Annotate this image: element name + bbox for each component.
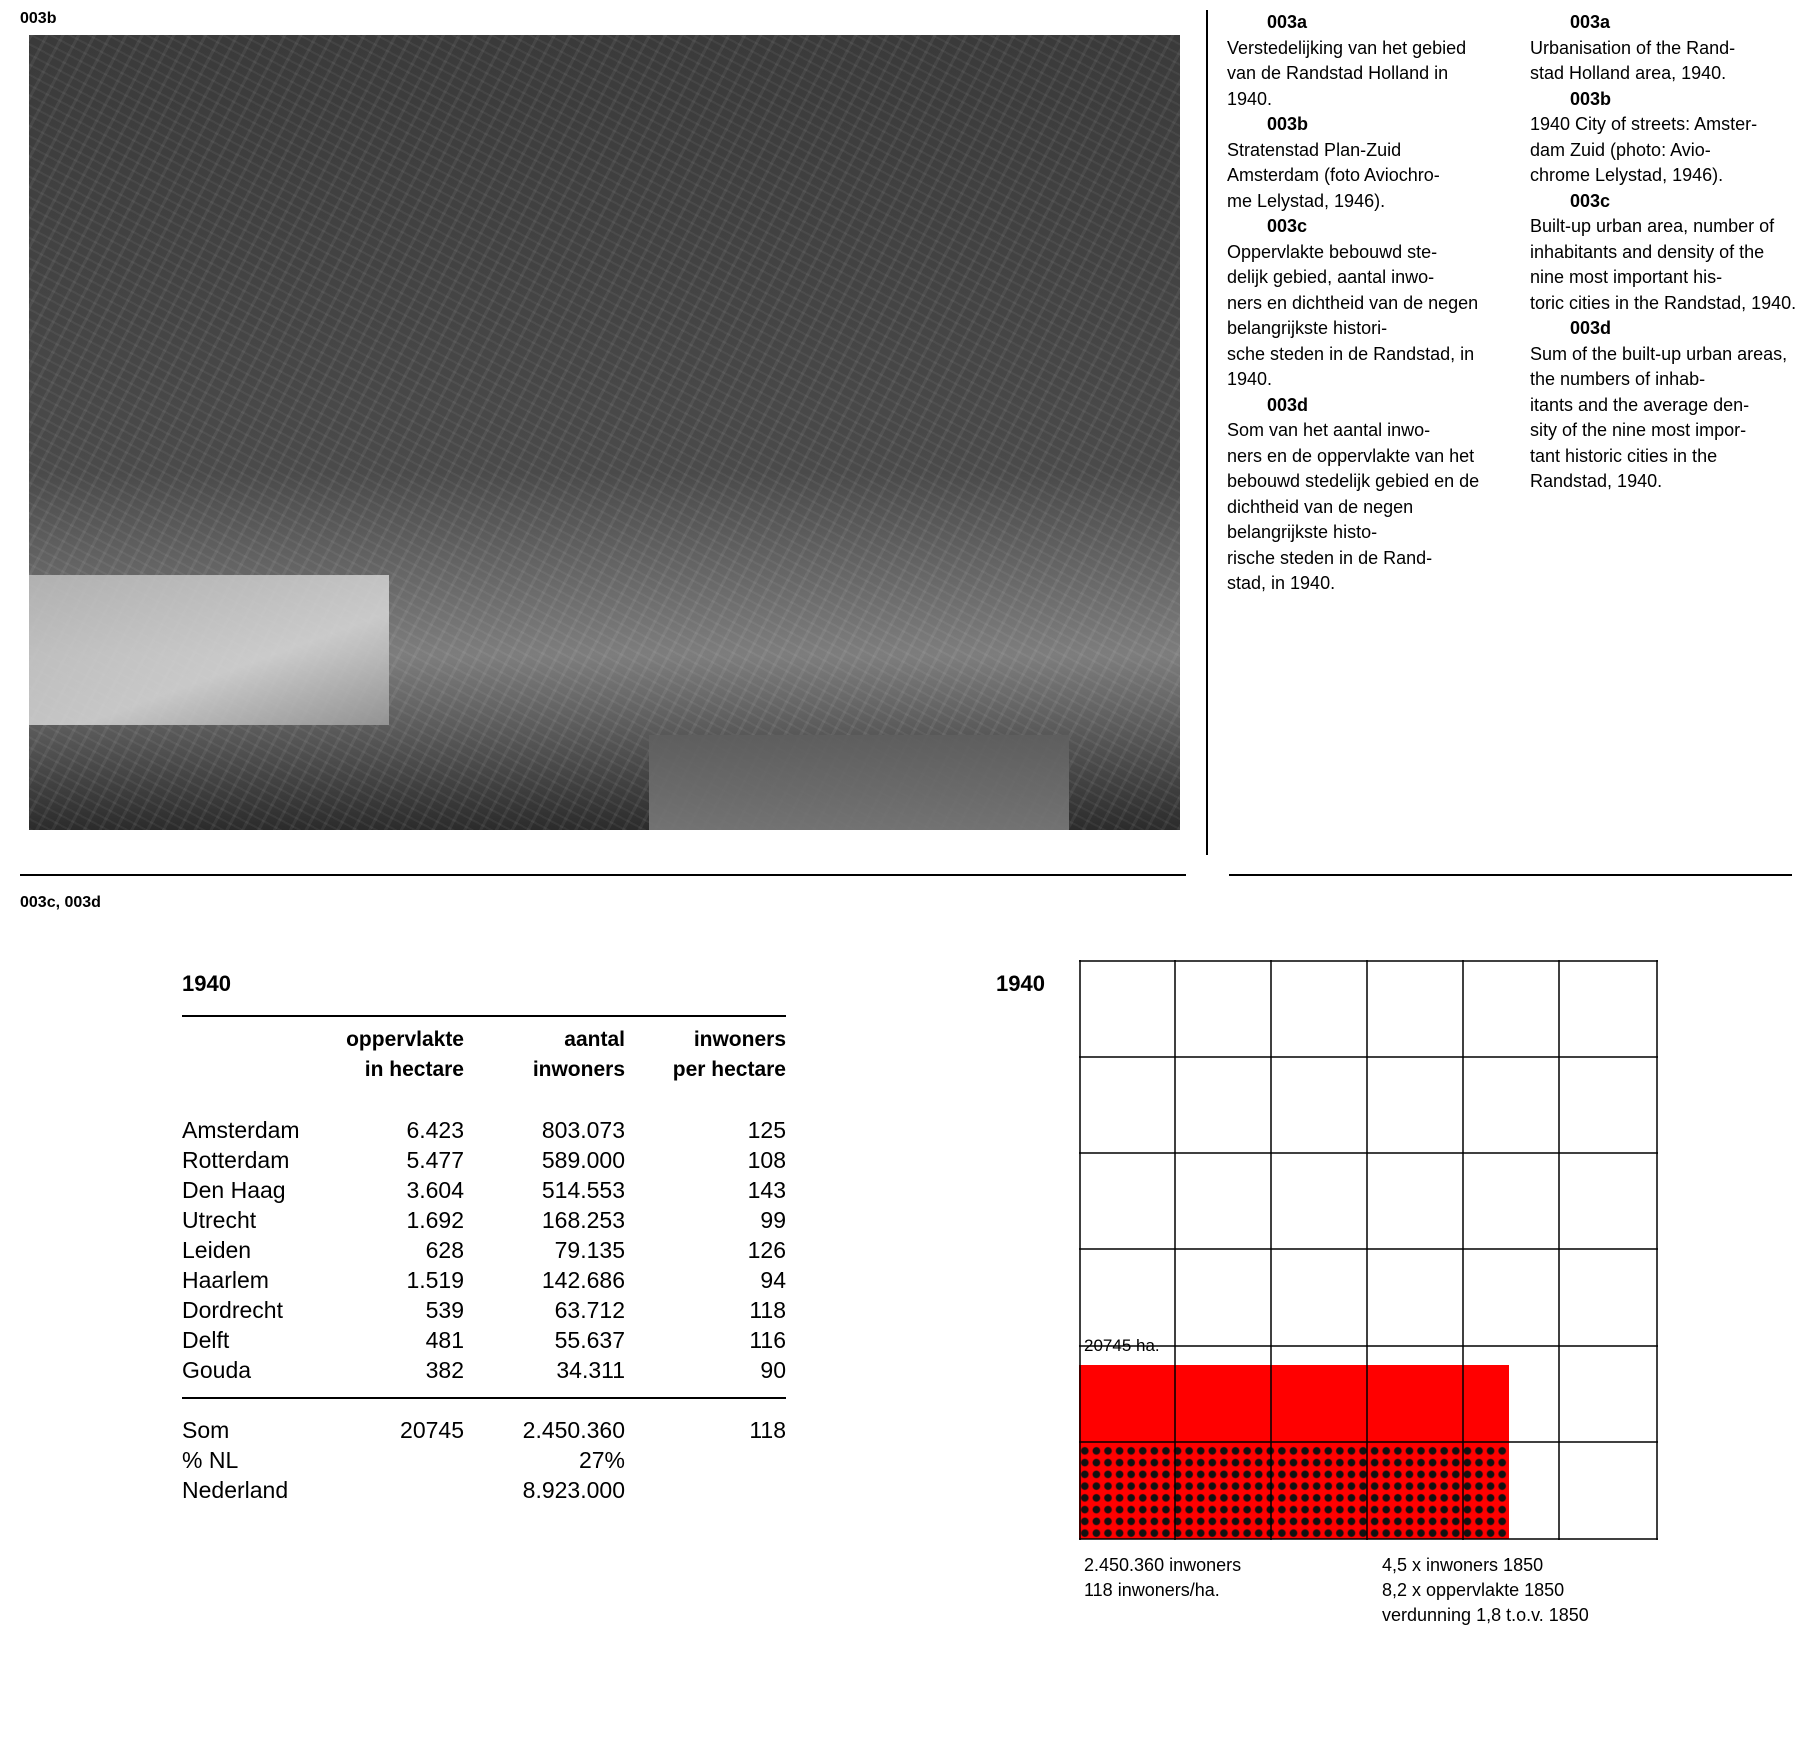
table-cell: 27% bbox=[578, 1447, 625, 1473]
table-cell: 3.604 bbox=[406, 1177, 464, 1203]
caption-text: Verstedelijking van het gebied van de Randstad Holland in 1940. bbox=[1227, 37, 1467, 109]
table-row bbox=[182, 1205, 786, 1235]
table-cell: 382 bbox=[425, 1357, 464, 1383]
table-row bbox=[182, 1175, 786, 1205]
table-cell: 125 bbox=[747, 1117, 786, 1143]
table-cell: 6.423 bbox=[406, 1117, 464, 1143]
photo-park bbox=[649, 735, 1069, 830]
table-cell: Leiden bbox=[182, 1237, 252, 1263]
table-cell: Den Haag bbox=[182, 1177, 286, 1203]
caption-text: Som van het aantal inwo- ners en de oppervlakte van het bebouwd stedelijk gebied en de dichtheid van de negen belangrijkste histo- rische steden in de Rand- stad, in 1940. bbox=[1227, 420, 1480, 593]
table-cell: 5.477 bbox=[406, 1147, 464, 1173]
table-cell: 539 bbox=[425, 1297, 464, 1323]
table-cell: Nederland bbox=[182, 1477, 289, 1503]
table-cell: 1.692 bbox=[406, 1207, 464, 1233]
photo-open-ground bbox=[29, 575, 389, 725]
column-divider bbox=[1206, 10, 1208, 855]
table-cell: 168.253 bbox=[541, 1207, 625, 1233]
caption-text: Stratenstad Plan-Zuid Amsterdam (foto Aviochro- me Lelystad, 1946). bbox=[1227, 139, 1440, 211]
header-density: inwoners per hectare bbox=[672, 1028, 786, 1081]
table-cell: 126 bbox=[747, 1237, 786, 1263]
table-cell: 55.637 bbox=[554, 1327, 625, 1353]
table-header bbox=[182, 1025, 786, 1085]
table-row bbox=[182, 1235, 786, 1265]
table-year: 1940 bbox=[182, 971, 231, 996]
table-row bbox=[182, 1355, 786, 1385]
chart-notes-left bbox=[1084, 1553, 1241, 1603]
caption-text: 1940 City of streets: Amster- dam Zuid (photo: Avio- chrome Lelystad, 1946). bbox=[1530, 114, 1758, 185]
table-cell: 118 bbox=[749, 1297, 786, 1323]
note-area-ratio: 8,2 x oppervlakte 1850 bbox=[1382, 1580, 1565, 1600]
caption-code: 003d bbox=[1267, 394, 1309, 415]
table-cell: 118 bbox=[749, 1417, 786, 1443]
caption-code: 003c bbox=[1570, 190, 1611, 211]
caption-code: 003b bbox=[1267, 114, 1309, 134]
note-inhabitants-ratio: 4,5 x inwoners 1850 bbox=[1382, 1555, 1544, 1575]
table-cell: 142.686 bbox=[541, 1267, 625, 1293]
section-rule-right bbox=[1229, 874, 1792, 876]
note-inhabitants: 2.450.360 inwoners bbox=[1084, 1555, 1242, 1575]
table-cell: Delft bbox=[182, 1327, 230, 1353]
table-total-row bbox=[182, 1475, 786, 1505]
table-total-row bbox=[182, 1445, 786, 1475]
table-cell: 99 bbox=[760, 1207, 786, 1233]
table-cell: % NL bbox=[182, 1447, 239, 1473]
caption-text: Sum of the built-up urban areas, the numbers of inhab- itants and the average den- sity of the nine most impor- tant historic cities in the Randstad, 1940. bbox=[1530, 343, 1788, 491]
caption-text: Urbanisation of the Rand- stad Holland area, 1940. bbox=[1530, 37, 1736, 83]
table-cell: 79.135 bbox=[554, 1237, 625, 1263]
table-cell: 514.553 bbox=[541, 1177, 625, 1203]
table-cell: 1.519 bbox=[406, 1267, 464, 1293]
table-cell: Som bbox=[182, 1417, 230, 1443]
table-row bbox=[182, 1265, 786, 1295]
chart-year: 1940 bbox=[996, 971, 1045, 996]
table-row bbox=[182, 1295, 786, 1325]
table-cell: Haarlem bbox=[182, 1267, 269, 1293]
table-cell: Rotterdam bbox=[182, 1147, 290, 1173]
header-inhabitants: aantal inwoners bbox=[532, 1028, 625, 1081]
table-cell: 108 bbox=[747, 1147, 786, 1173]
caption-text: Built-up urban area, number of inhabitants and density of the nine most important his- toric cities in the Randstad, 1940. bbox=[1530, 216, 1797, 313]
caption-text: Oppervlakte bebouwd ste- delijk gebied, aantal inwo- ners en dichtheid van de negen belangrijkste histori- sche steden in de Randstad, in 1940. bbox=[1227, 241, 1479, 389]
section-rule-left bbox=[20, 874, 1186, 876]
caption-code: 003b bbox=[1570, 88, 1612, 109]
aerial-photo bbox=[29, 35, 1180, 830]
table-cell: 589.000 bbox=[541, 1147, 625, 1173]
table-total-row bbox=[182, 1415, 786, 1445]
note-dilution: verdunning 1,8 t.o.v. 1850 bbox=[1382, 1605, 1589, 1625]
table-cell: Gouda bbox=[182, 1357, 252, 1383]
caption-code: 003a bbox=[1570, 12, 1611, 32]
table-cell: Utrecht bbox=[182, 1207, 257, 1233]
table-row bbox=[182, 1325, 786, 1355]
table-cell: 8.923.000 bbox=[522, 1477, 625, 1503]
table-row bbox=[182, 1145, 786, 1175]
table-cell: 63.712 bbox=[554, 1297, 625, 1323]
hectare-grid bbox=[1079, 960, 1658, 1540]
area-label: 20745 ha. bbox=[1084, 1336, 1160, 1355]
table-sum-rule bbox=[182, 1397, 786, 1399]
table-cell: 143 bbox=[747, 1177, 786, 1203]
caption-code: 003c bbox=[1267, 216, 1308, 236]
caption-code: 003a bbox=[1267, 12, 1308, 32]
captions-dutch bbox=[1227, 10, 1497, 597]
figure-label-003b: 003b bbox=[20, 10, 57, 27]
table-cell: 116 bbox=[749, 1327, 786, 1353]
table-cell: 803.073 bbox=[541, 1117, 625, 1143]
table-cell: Amsterdam bbox=[182, 1117, 300, 1143]
header-area: oppervlakte in hectare bbox=[346, 1028, 464, 1081]
figure-label-003c-003d: 003c, 003d bbox=[20, 894, 101, 911]
table-cell: Dordrecht bbox=[182, 1297, 283, 1323]
table-cell: 20745 bbox=[400, 1417, 464, 1443]
note-density: 118 inwoners/ha. bbox=[1084, 1580, 1220, 1600]
table-cell: 628 bbox=[425, 1237, 464, 1263]
caption-code: 003d bbox=[1570, 318, 1612, 338]
table-cell: 90 bbox=[760, 1357, 786, 1383]
table-cell: 481 bbox=[425, 1327, 464, 1353]
table-cell: 94 bbox=[760, 1267, 786, 1293]
table-row bbox=[182, 1115, 786, 1145]
table-cell: 2.450.360 bbox=[522, 1417, 625, 1443]
chart-notes-right bbox=[1382, 1553, 1589, 1628]
table-top-rule bbox=[182, 1015, 786, 1017]
table-cell: 34.311 bbox=[556, 1357, 625, 1383]
captions-english bbox=[1530, 10, 1800, 495]
